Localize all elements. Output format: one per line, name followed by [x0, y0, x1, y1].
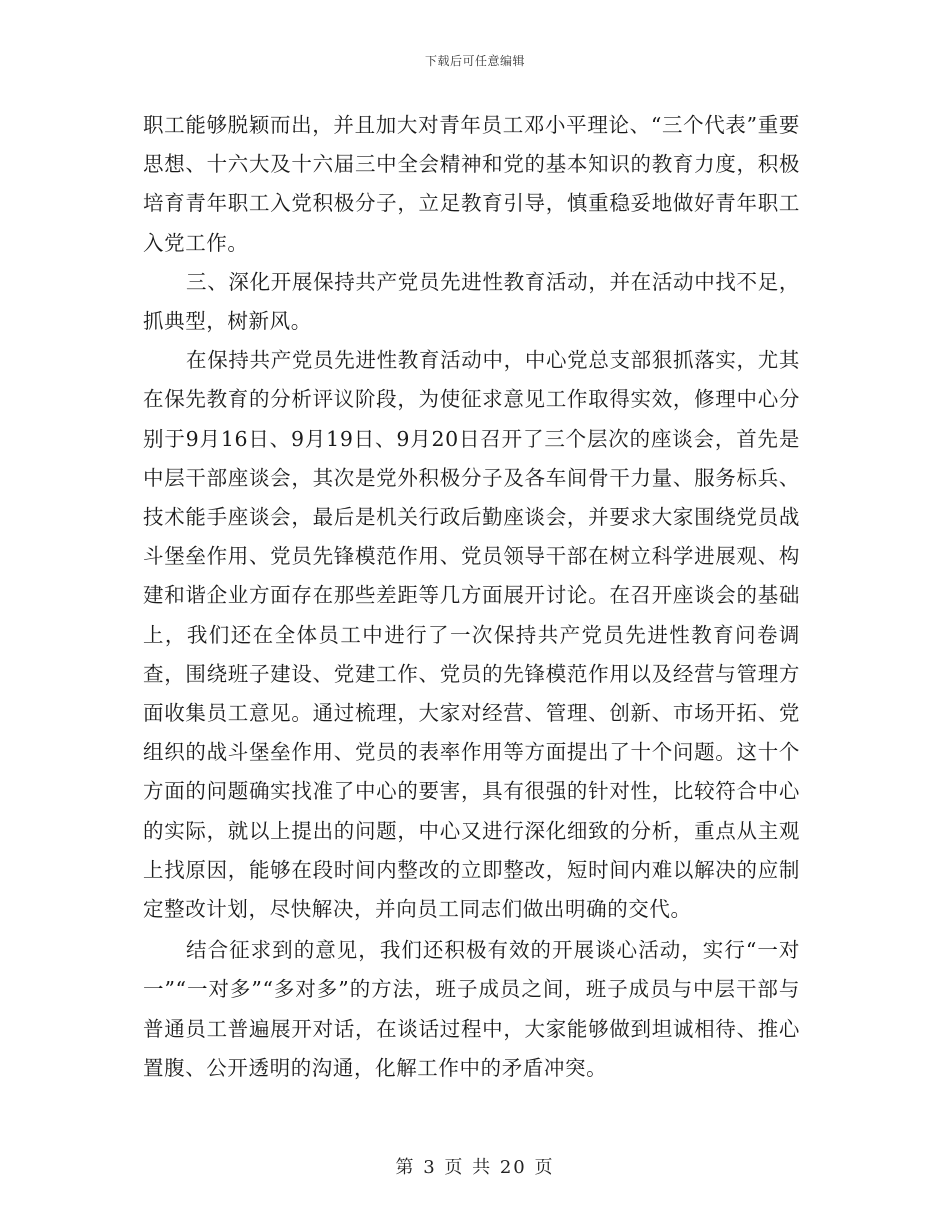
paragraph-main: 在保持共产党员先进性教育活动中，中心党总支部狠抓落实，尤其在保先教育的分析评议阶段，为使征求意见工作取得实效，修理中心分别于9月16日、9月19日、9月20日召开了三个层次的座谈会，首先是中层干部座谈会，其次是党外积极分子及各车间骨干力量、服务标兵、技术能手座谈会，最后是机关行政后勤座谈会，并要求大家围绕党员战斗堡垒作用、党员先锋模范作用、党员领导干部在树立科学进展观、构建和谐企业方面存在那些差距等几方面展开讨论。在召开座谈会的基础上，我们还在全体员工中进行了一次保持共产党员先进性教育问卷调查，围绕班子建设、党建工作、党员的先锋模范作用以及经营与管理方面收集员工意见。通过梳理，大家对经营、管理、创新、市场开拓、党组织的战斗堡垒作用、党员的表率作用等方面提出了十个问题。这十个方面的问题确实找准了中心的要害，具有很强的针对性，比较符合中心的实际，就以上提出的问题，中心又进行深化细致的分析，重点从主观上找原因，能够在段时间内整改的立即整改，短时间内难以解决的应制定整改计划，尽快解决，并向员工同志们做出明确的交代。: [143, 348, 800, 922]
document-body: [143, 106, 800, 1088]
section-heading: 三、深化开展保持共产党员先进性教育活动，并在活动中找不足，抓典型，树新风。: [143, 269, 800, 334]
paragraph-closing: 结合征求到的意见，我们还积极有效的开展谈心活动，实行“一对一”“一对多”“多对多”的方法，班子成员之间，班子成员与中层干部与普通员工普遍展开对话，在谈话过程中，大家能够做到坦诚相待、推心置腹、公开透明的沟通，化解工作中的矛盾冲突。: [143, 938, 800, 1080]
page-header: 下载后可任意编辑: [424, 54, 525, 68]
page-footer: 第 3 页 共 20 页: [395, 1157, 555, 1178]
paragraph-continuation: 职工能够脱颖而出，并且加大对青年员工邓小平理论、“三个代表”重要思想、十六大及十六届三中全会精神和党的基本知识的教育力度，积极培育青年职工入党积极分子，立足教育引导，慎重稳妥地做好青年职工入党工作。: [143, 113, 800, 255]
